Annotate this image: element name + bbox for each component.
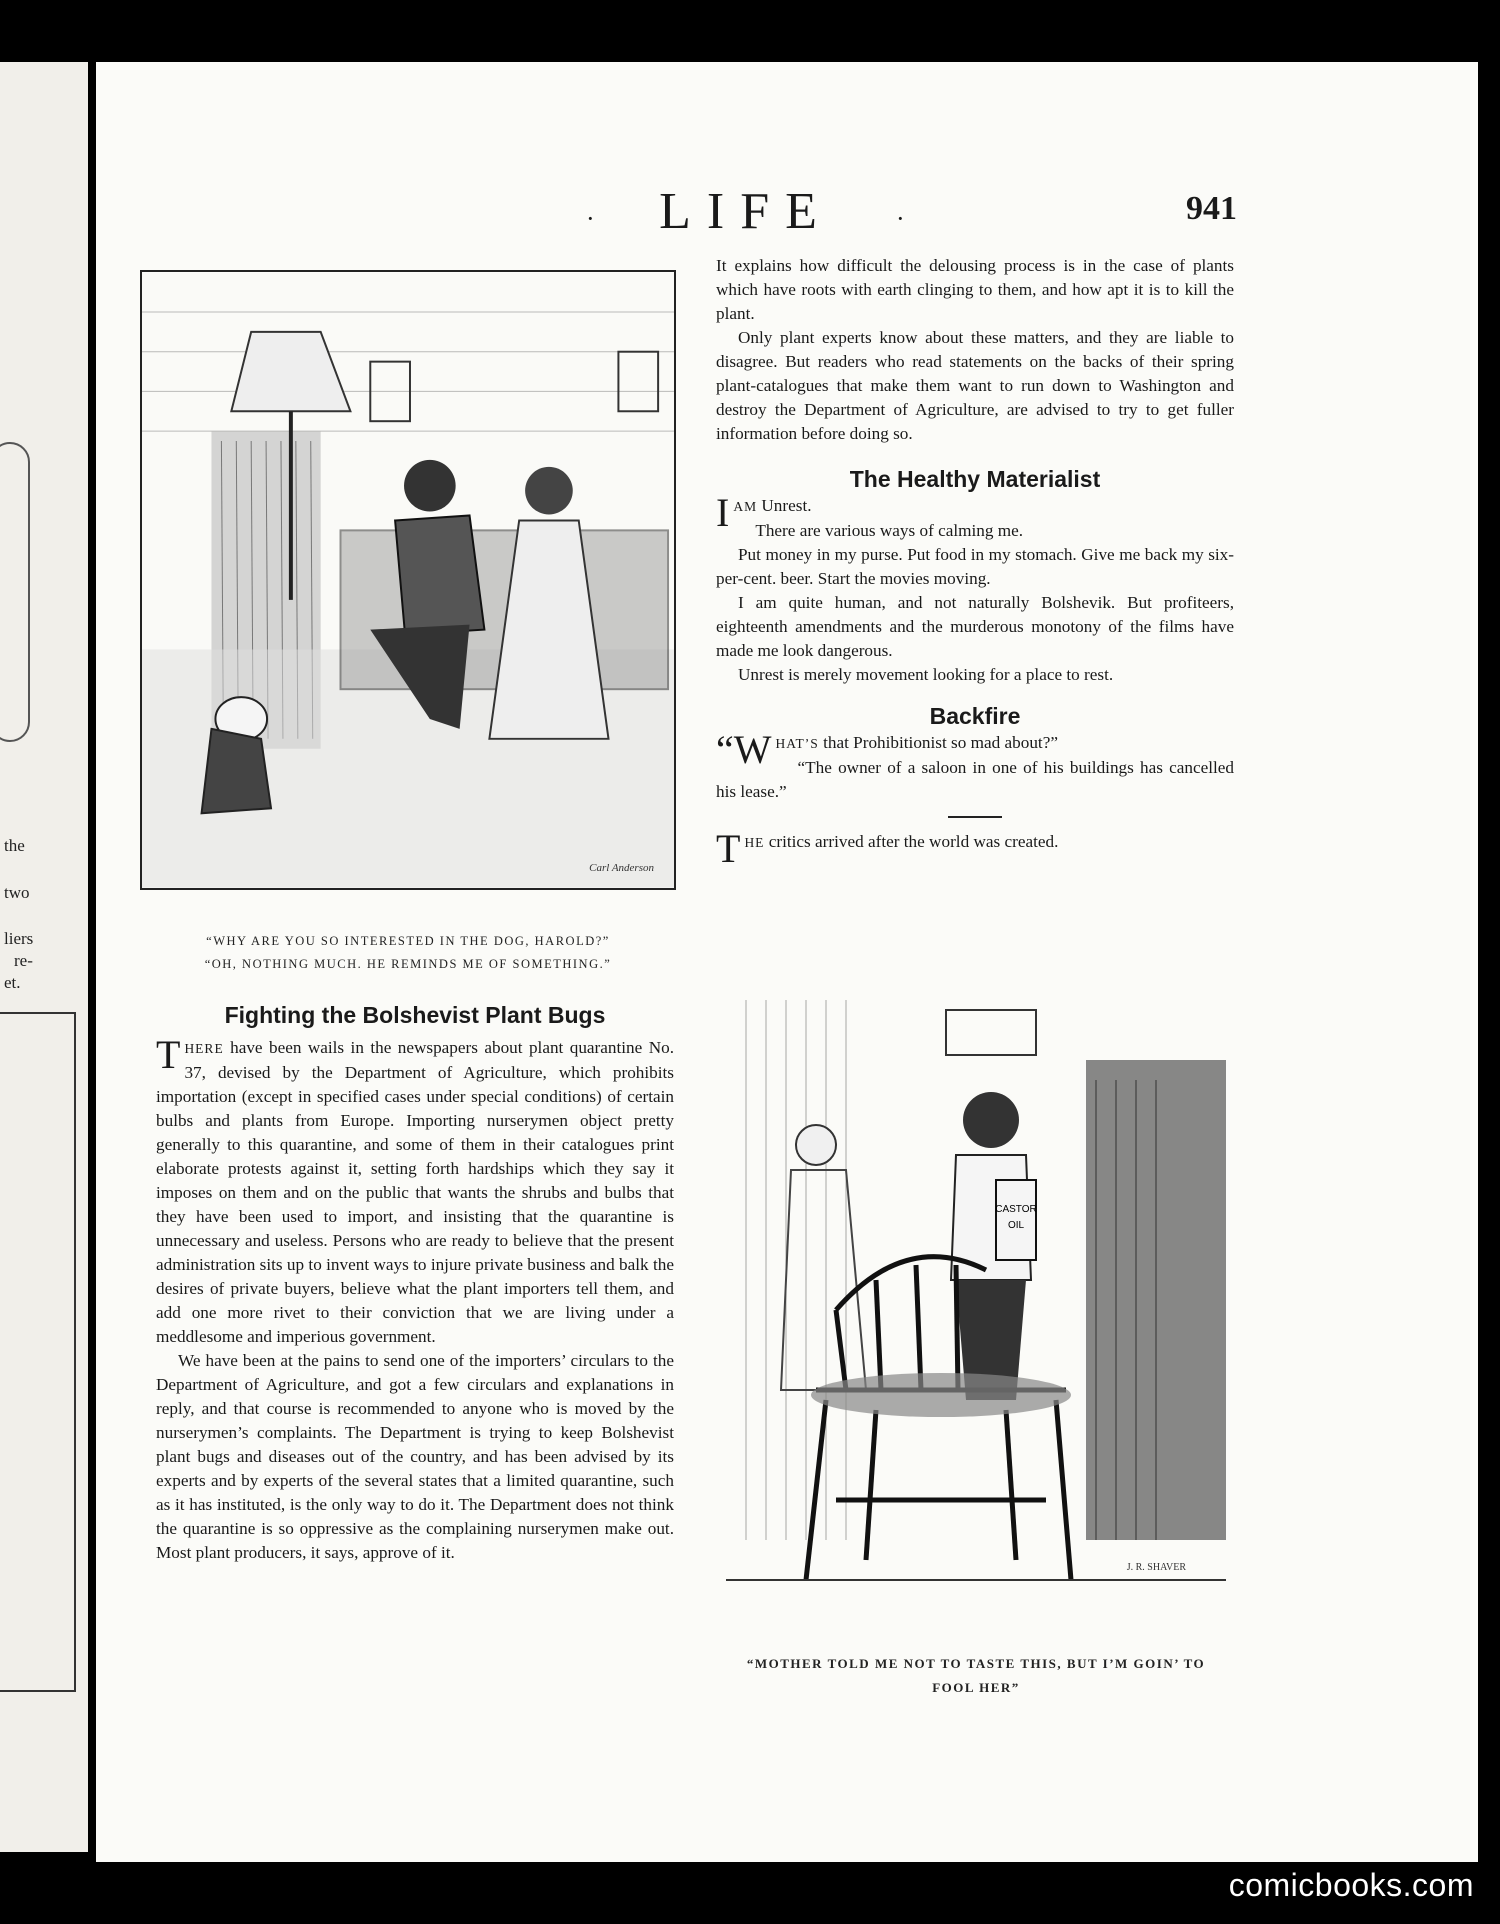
article-paragraph: It explains how difficult the delousing process is in the case of plants which have roots with earth clinging to them, and how apt it is to kill the plant.	[716, 256, 1234, 323]
masthead-dot: ·	[586, 204, 595, 233]
illustration-signature: J. R. SHAVER	[1126, 1562, 1186, 1573]
castor-oil-drawing	[726, 980, 1226, 1702]
mother-head	[796, 1125, 836, 1165]
article-title: The Healthy Materialist	[849, 466, 1101, 492]
man-head	[404, 460, 456, 512]
woman-head	[525, 467, 573, 515]
article-paragraph: I am quite human, and not naturally Bolshevik. But profiteers, eighteenth amendments and the murderous monotony of the films have made me look dangerous.	[716, 593, 1234, 660]
drop-cap: “W	[716, 727, 772, 772]
right-column	[716, 254, 1234, 871]
caption-line: “MOTHER TOLD ME NOT TO TASTE THIS, BUT I’M GOIN’ TO	[746, 1656, 1206, 1671]
previous-page-edge	[0, 62, 88, 1852]
previous-page-fragment: re-	[14, 951, 33, 970]
article-paragraph	[156, 1032, 674, 1349]
page-number: 941	[1186, 190, 1237, 227]
masthead	[96, 182, 1478, 252]
previous-page-sketch	[0, 442, 30, 742]
drop-cap: T	[156, 1032, 181, 1077]
top-illustration-caption	[140, 930, 676, 976]
article-paragraph: Put money in my purse. Put food in my stomach. Give me back my six-per-cent. beer. Start the movies moving.	[716, 545, 1234, 588]
article-paragraph: There are various ways of calming me.	[755, 521, 1024, 540]
paragraph-text: Unrest.	[761, 496, 812, 515]
illustration-signature: Carl Anderson	[589, 862, 654, 874]
drop-cap: I	[716, 490, 730, 535]
article-paragraph: Unrest is merely movement looking for a place to rest.	[738, 665, 1114, 684]
paragraph-text: have been wails in the newspapers about plant quarantine No. 37, devised by the Department of Agriculture, which prohibits importation (except in specified cases under special conditions) of certain bulbs and plants from Europe. Importing nurserymen object pretty generally to this quarantine, and some of them in their catalogues print elaborate protests against it, setting forth hardships which they say it imposes on them and on the public that wants the shrubs and bulbs that they have been used to import, and insisting that the quarantine is unnecessary and useless. Persons who are ready to believe that the present administration sits up to invent ways to injure private business and balk the desires of private buyers, believe what the plant importers tell them, and add one more rivet to their conviction that we are living under a meddlesome and imperious government.	[156, 1038, 674, 1346]
epigram	[716, 826, 1234, 871]
previous-page-fragment: liers	[4, 929, 34, 948]
previous-page-fragment: two	[4, 883, 30, 902]
watermark: comicbooks.com	[1228, 1867, 1474, 1903]
paragraph-text: that Prohibitionist so mad about?”	[823, 733, 1058, 752]
bottom-illustration-caption	[726, 1652, 1226, 1700]
previous-page-panel	[0, 1012, 76, 1692]
illustration-castor-oil	[726, 980, 1226, 1702]
lead-word: HERE	[184, 1041, 224, 1056]
article-title: Fighting the Bolshevist Plant Bugs	[224, 1002, 606, 1028]
backfire-question	[716, 727, 1234, 772]
article-paragraph: We have been at the pains to send one of the importers’ circulars to the Department of Agriculture, and got a few circulars and explanations in reply, and that course is recommended to anyone who is moved by the nurserymen’s complaints. The Department is trying to keep Bolshevist plant bugs and diseases out of the country, and has been advised by its experts and by experts of the several states that a limited quarantine, such as it has instituted, is the only way to do it. The Department does not think the quarantine is so oppressive as the complaining nurserymen make out. Most plant producers, it says, approve of it.	[156, 1351, 674, 1562]
bottle-label: CASTOR	[995, 1204, 1037, 1215]
section-rule	[948, 816, 1002, 818]
living-room-drawing	[142, 272, 674, 888]
article-paragraph: Only plant experts know about these matters, and they are liable to disagree. But readers who read statements on the backs of their spring plant-catalogues that make them want to run down to Washington and destroy the Department of Agriculture, are advised to try to get fuller information before doing so.	[716, 328, 1234, 443]
lead-word: HAT’S	[775, 736, 819, 751]
caption-line: “OH, NOTHING MUCH. HE REMINDS ME OF SOMETHING.”	[204, 957, 612, 971]
masthead-dot: ·	[896, 204, 905, 233]
caption-line: FOOL HER”	[932, 1680, 1020, 1695]
lead-word: AM	[733, 499, 758, 514]
article-title: Backfire	[929, 703, 1021, 729]
previous-page-fragment: the	[4, 836, 25, 855]
caption-line: “WHY ARE YOU SO INTERESTED IN THE DOG, HAROLD?”	[206, 934, 610, 948]
boy-head	[963, 1092, 1019, 1148]
paragraph-text: critics arrived after the world was created.	[768, 832, 1059, 851]
left-column	[156, 1000, 674, 1565]
lead-word: HE	[744, 835, 765, 850]
backfire-answer: “The owner of a saloon in one of his buildings has cancelled his lease.”	[716, 758, 1234, 801]
illustration-living-room	[140, 270, 676, 890]
magazine-page	[96, 62, 1478, 1862]
bottle-label: OIL	[1007, 1220, 1025, 1231]
magazine-title: LIFE	[659, 183, 833, 240]
drop-cap: T	[716, 826, 741, 871]
previous-page-fragment: et.	[4, 973, 21, 992]
